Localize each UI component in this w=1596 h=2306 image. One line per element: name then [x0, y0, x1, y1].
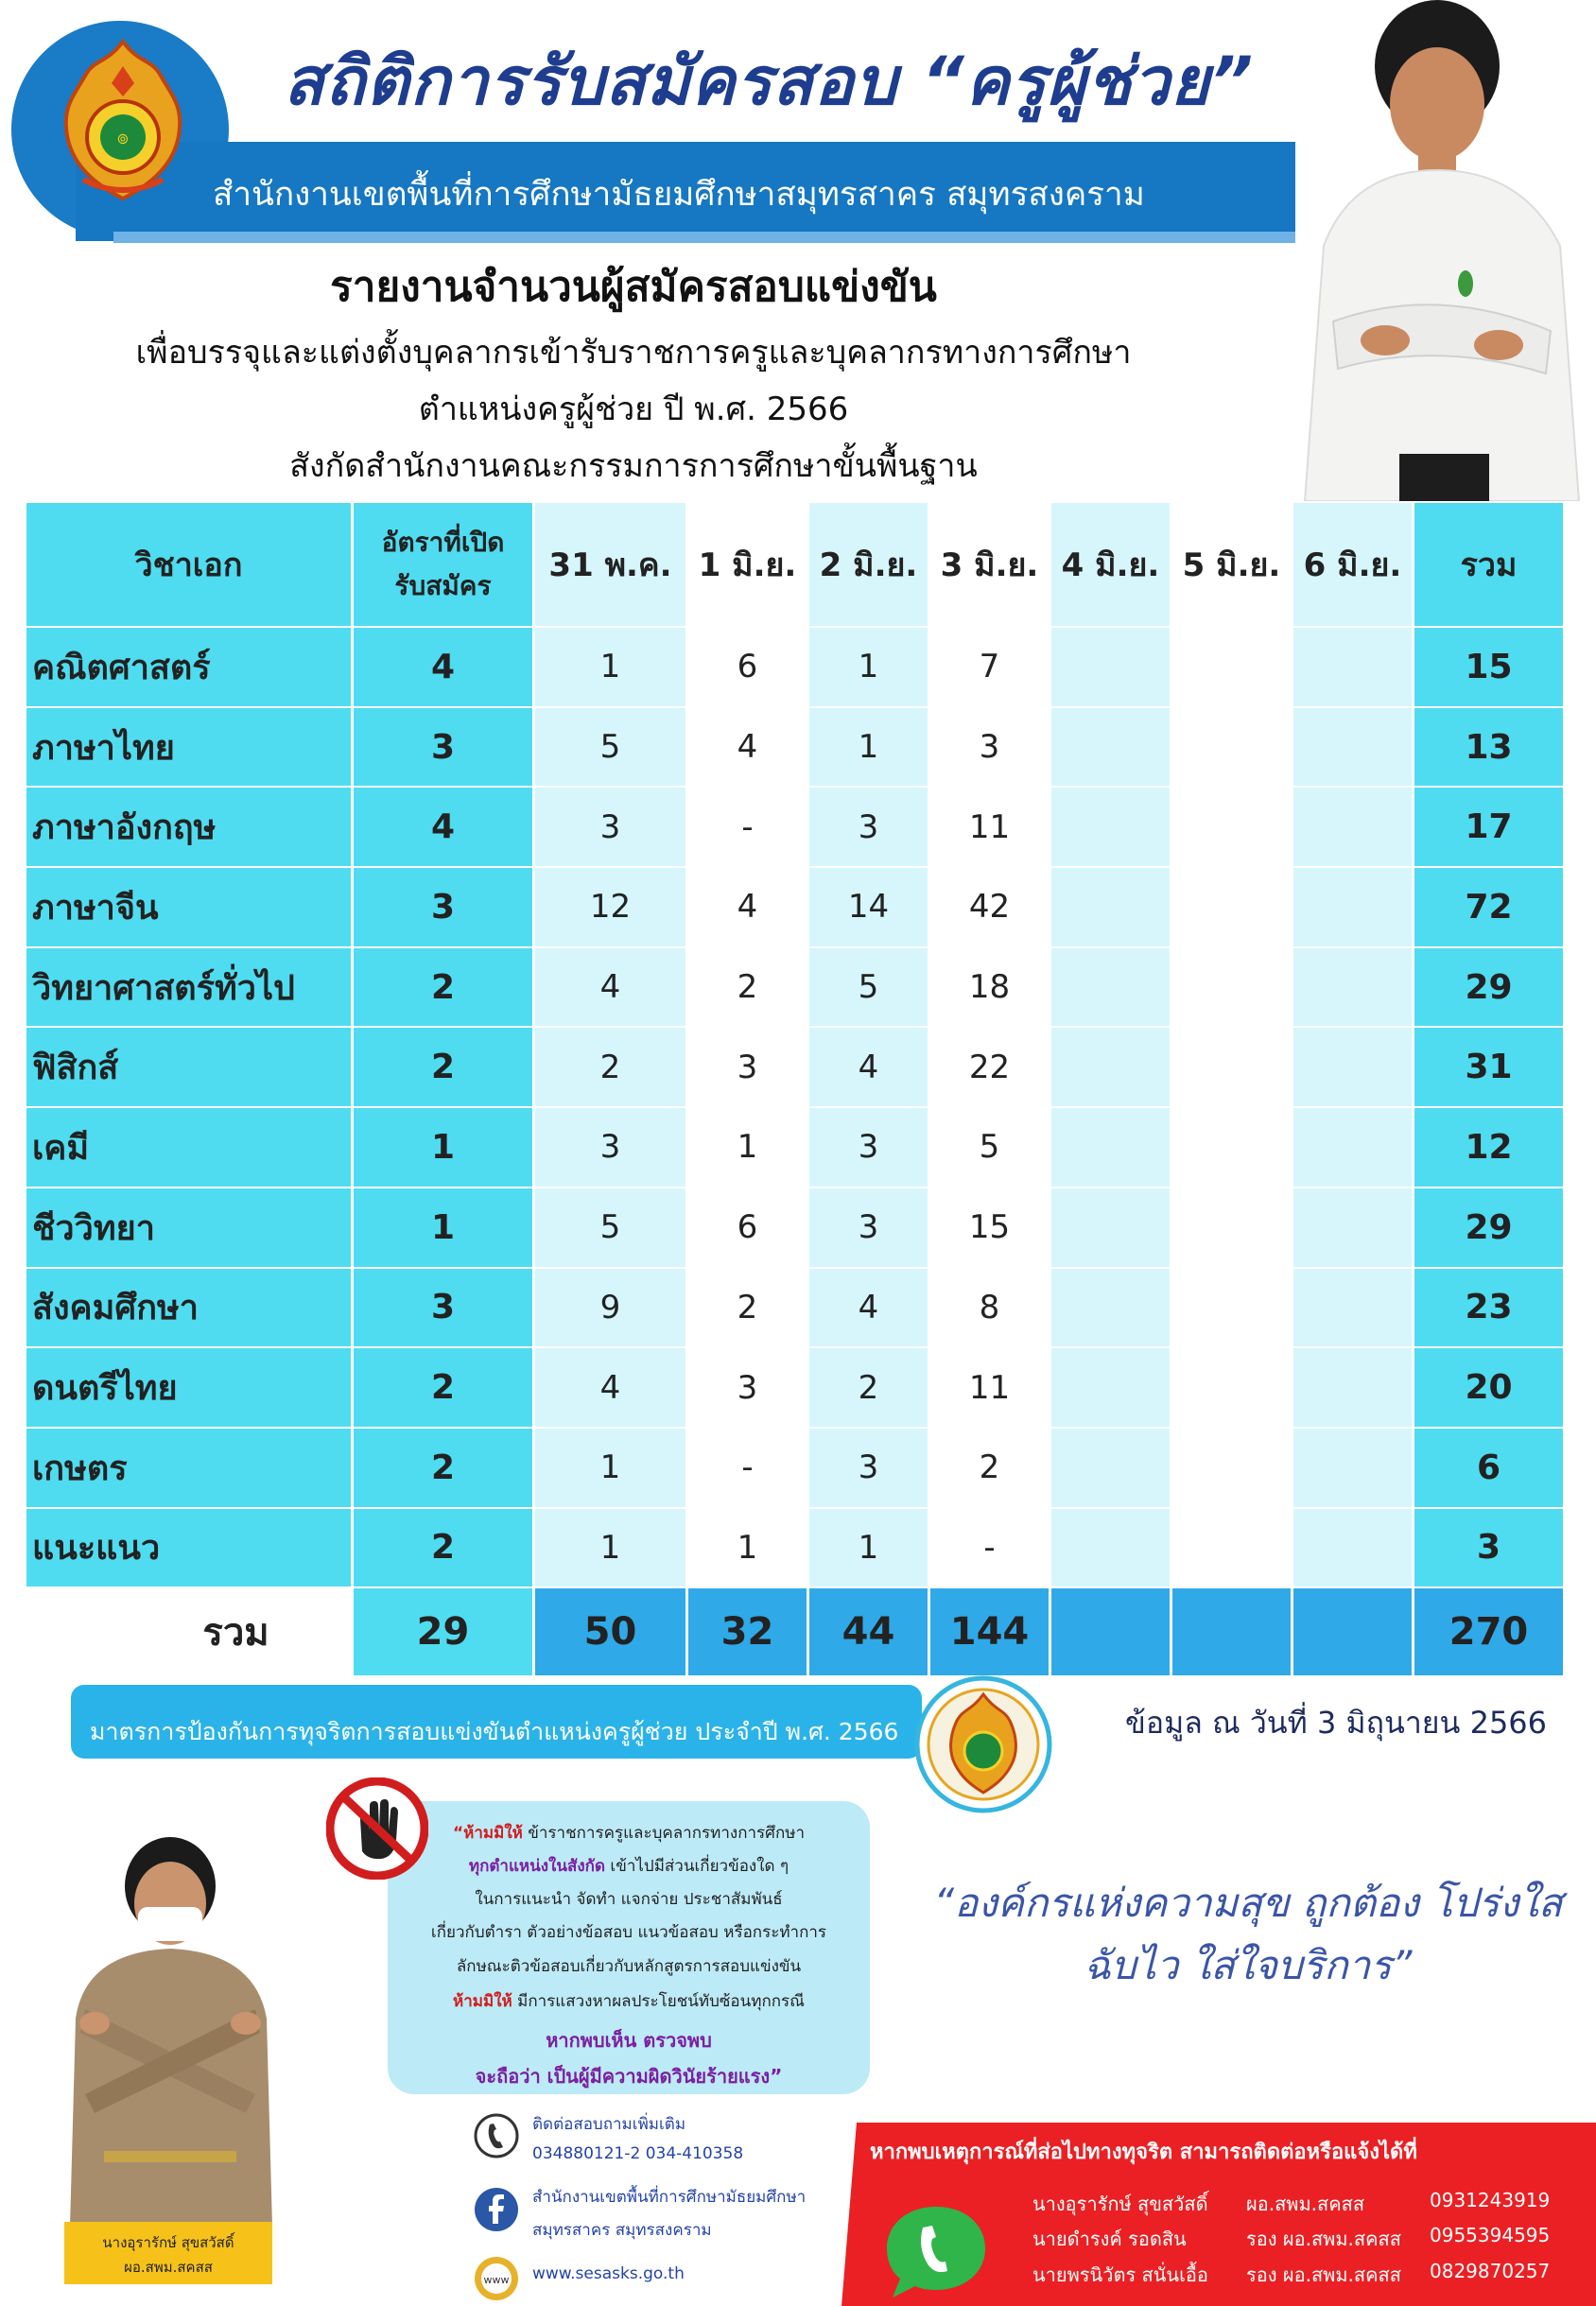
day-count-cell: 3 — [688, 1028, 809, 1108]
rate-cell: 1 — [354, 1108, 535, 1188]
warning-line-3: ในการแนะนำ จัดทำ แจกจ่าย ประชาสัมพันธ์ — [475, 1890, 783, 1909]
warning-line-7: จะถือว่า เป็นผู้มีความผิดวินัยร้ายแรง” — [475, 2065, 783, 2088]
report-subheading-2: ตำแหน่งครูผู้ช่วย ปี พ.ศ. 2566 — [418, 390, 849, 428]
director-name: นางอุรารักษ์ สุขสวัสดิ์ — [102, 2234, 234, 2251]
phone-icon — [473, 2112, 520, 2159]
footer-rate: 29 — [354, 1588, 535, 1675]
subject-cell: แนะแนว — [26, 1509, 354, 1589]
day-count-cell: 4 — [535, 1348, 688, 1429]
footer-day-total: 32 — [688, 1588, 809, 1675]
total-cell: 29 — [1414, 1188, 1566, 1269]
warning-line-5-text: มีการแสวงหาผลประโยชน์ทับซ้อนทุกกรณี — [512, 1992, 805, 2011]
day-count-cell: - — [930, 1509, 1051, 1589]
day-count-cell: 2 — [688, 1269, 809, 1349]
rate-cell: 3 — [354, 868, 535, 948]
total-cell: 72 — [1414, 868, 1566, 948]
subject-cell: เคมี — [26, 1108, 354, 1188]
table-row — [26, 788, 1581, 868]
day-count-cell: 4 — [688, 868, 809, 948]
day-count-cell: 2 — [930, 1429, 1051, 1509]
table-row — [26, 1429, 1581, 1509]
header-band-accent — [113, 232, 1418, 243]
day-count-cell: 1 — [688, 1509, 809, 1589]
contact-website[interactable]: www.sesasks.go.th — [532, 2264, 685, 2283]
col-header-day: 31 พ.ค. — [535, 503, 688, 628]
report-heading: รายงานจำนวนผู้สมัครสอบแข่งขัน — [330, 263, 937, 311]
day-count-cell: 5 — [930, 1108, 1051, 1188]
day-count-cell: 4 — [809, 1028, 930, 1108]
footer-day-total: 50 — [535, 1588, 688, 1675]
footer-day-total — [1293, 1588, 1414, 1675]
day-count-cell — [1051, 868, 1172, 948]
report-contact-position: ผอ.สพม.สคสส — [1246, 2193, 1365, 2215]
warning-line-2-text: เข้าไปมีส่วนเกี่ยวข้องใด ๆ — [605, 1857, 789, 1876]
day-count-cell — [1051, 1188, 1172, 1269]
day-count-cell: 1 — [809, 708, 930, 789]
total-cell: 12 — [1414, 1108, 1566, 1188]
day-count-cell — [1172, 708, 1293, 789]
subject-cell: เกษตร — [26, 1429, 354, 1509]
day-count-cell: 3 — [535, 788, 688, 868]
day-count-cell — [1172, 1509, 1293, 1589]
day-count-cell — [1051, 1509, 1172, 1589]
day-count-cell: 15 — [930, 1188, 1051, 1269]
day-count-cell: 3 — [688, 1348, 809, 1429]
col-header-day: 3 มิ.ย. — [930, 503, 1051, 628]
day-count-cell: 5 — [535, 1188, 688, 1269]
table-row — [26, 1108, 1581, 1188]
contact-facebook-line1[interactable]: สำนักงานเขตพื้นที่การศึกษามัธยมศึกษา — [532, 2188, 807, 2207]
day-count-cell — [1051, 1269, 1172, 1349]
footer-day-total — [1172, 1588, 1293, 1675]
day-count-cell — [1293, 708, 1414, 789]
day-count-cell: 9 — [535, 1269, 688, 1349]
warning-line-2-purple: ทุกตำแหน่งในสังกัด — [468, 1857, 605, 1876]
footer-day-total: 44 — [809, 1588, 930, 1675]
day-count-cell: - — [688, 1429, 809, 1509]
col-header-day: 5 มิ.ย. — [1172, 503, 1293, 628]
warning-line-4b: ลักษณะติวข้อสอบเกี่ยวกับหลักสูตรการสอบแข่งขัน — [456, 1957, 802, 1976]
day-count-cell: 1 — [688, 1108, 809, 1188]
day-count-cell — [1051, 1429, 1172, 1509]
warning-line-1 — [397, 1820, 860, 1846]
day-count-cell — [1172, 1028, 1293, 1108]
table-body — [26, 628, 1581, 1588]
col-header-rate-line2: รับสมัคร — [394, 570, 492, 601]
director-photo — [1295, 0, 1596, 501]
table-footer-row — [26, 1588, 1581, 1675]
contact-facebook-line2[interactable]: สมุทรสาคร สมุทรสงคราม — [532, 2221, 712, 2240]
day-count-cell: 2 — [535, 1028, 688, 1108]
report-subheading-1: เพื่อบรรจุและแต่งตั้งบุคลากรเข้ารับราชการครูและบุคลากรทางการศึกษา — [135, 334, 1132, 372]
day-count-cell — [1172, 628, 1293, 708]
day-count-cell: 6 — [688, 1188, 809, 1269]
data-date-note: ข้อมูล ณ วันที่ 3 มิถุนายน 2566 — [1125, 1705, 1548, 1741]
day-count-cell: 18 — [930, 948, 1051, 1029]
day-count-cell: 4 — [809, 1269, 930, 1349]
footer-grand-total: 270 — [1414, 1588, 1566, 1675]
day-count-cell — [1293, 1108, 1414, 1188]
day-count-cell: 3 — [535, 1108, 688, 1188]
table-row — [26, 1509, 1581, 1589]
day-count-cell: 5 — [535, 708, 688, 789]
warning-line-5-red: ห้ามมิให้ — [453, 1992, 512, 2011]
rate-cell: 3 — [354, 1269, 535, 1349]
day-count-cell — [1293, 948, 1414, 1029]
total-cell: 3 — [1414, 1509, 1566, 1589]
day-count-cell: 8 — [930, 1269, 1051, 1349]
website-globe-icon — [473, 2255, 520, 2302]
warning-line-1-red: “ห้ามมิให้ — [452, 1824, 523, 1843]
day-count-cell — [1172, 868, 1293, 948]
day-count-cell — [1051, 1108, 1172, 1188]
subject-cell: วิทยาศาสตร์ทั่วไป — [26, 948, 354, 1029]
rate-cell: 2 — [354, 1429, 535, 1509]
day-count-cell — [1051, 1348, 1172, 1429]
rate-cell: 2 — [354, 948, 535, 1029]
svg-text:๏: ๏ — [116, 126, 130, 148]
day-count-cell: 22 — [930, 1028, 1051, 1108]
day-count-cell — [1293, 868, 1414, 948]
report-subheading-3: สังกัดสำนักงานคณะกรรมการการศึกษาขั้นพื้นฐาน — [289, 447, 978, 485]
day-count-cell: 3 — [809, 1429, 930, 1509]
report-contact-name: นายดำรงค์ รอดสิน — [1032, 2228, 1187, 2250]
table-row — [26, 1348, 1581, 1429]
subject-cell: ดนตรีไทย — [26, 1348, 354, 1429]
col-header-rate — [354, 503, 535, 628]
subject-cell: คณิตศาสตร์ — [26, 628, 354, 708]
page-subtitle: สำนักงานเขตพื้นที่การศึกษามัธยมศึกษาสมุทรสาคร สมุทรสงคราม — [213, 176, 1145, 214]
report-contact-phone[interactable]: 0829870257 — [1430, 2260, 1551, 2282]
table-row — [26, 868, 1581, 948]
col-header-day: 2 มิ.ย. — [809, 503, 930, 628]
day-count-cell — [1293, 1348, 1414, 1429]
rate-cell: 1 — [354, 1188, 535, 1269]
day-count-cell — [1293, 1509, 1414, 1589]
day-count-cell — [1172, 1269, 1293, 1349]
total-cell: 17 — [1414, 788, 1566, 868]
subject-cell: ภาษาจีน — [26, 868, 354, 948]
rate-cell: 2 — [354, 1028, 535, 1108]
total-cell: 29 — [1414, 948, 1566, 1029]
table-row — [26, 1188, 1581, 1269]
col-header-subject: วิชาเอก — [26, 503, 354, 628]
day-count-cell — [1051, 948, 1172, 1029]
rate-cell: 4 — [354, 788, 535, 868]
report-contact-name: นายพรนิวัตร สนั่นเอื้อ — [1032, 2263, 1208, 2286]
report-contact-name: นางอุรารักษ์ สุขสวัสดิ์ — [1032, 2193, 1208, 2215]
table-row — [26, 1028, 1581, 1108]
subject-cell: ชีววิทยา — [26, 1188, 354, 1269]
obec-emblem-logo — [57, 38, 189, 203]
report-contact-position: รอง ผอ.สพม.สคสส — [1246, 2263, 1401, 2286]
day-count-cell: - — [688, 788, 809, 868]
report-contact-position: รอง ผอ.สพม.สคสส — [1246, 2228, 1401, 2250]
total-cell: 20 — [1414, 1348, 1566, 1429]
subject-cell: ภาษาอังกฤษ — [26, 788, 354, 868]
day-count-cell: 12 — [535, 868, 688, 948]
day-count-cell — [1172, 948, 1293, 1029]
subject-cell: สังคมศึกษา — [26, 1269, 354, 1349]
day-count-cell: 3 — [809, 1188, 930, 1269]
warning-line-6: หากพบเห็น ตรวจพบ — [546, 2029, 712, 2052]
day-count-cell — [1051, 788, 1172, 868]
day-count-cell: 1 — [535, 1509, 688, 1589]
footer-label: รวม — [26, 1588, 354, 1675]
table-row — [26, 708, 1581, 789]
table-row — [26, 1269, 1581, 1349]
day-count-cell: 4 — [688, 708, 809, 789]
motto-quote — [908, 1872, 1588, 1997]
day-count-cell: 1 — [535, 628, 688, 708]
contact-phone-numbers[interactable]: 034880121-2 034-410358 — [532, 2144, 744, 2163]
table-row — [26, 628, 1581, 708]
day-count-cell: 6 — [688, 628, 809, 708]
day-count-cell — [1172, 788, 1293, 868]
report-contact-phone[interactable]: 0955394595 — [1430, 2224, 1551, 2246]
col-header-day: 1 มิ.ย. — [688, 503, 809, 628]
day-count-cell: 14 — [809, 868, 930, 948]
director-uniform-photo — [57, 1829, 284, 2227]
day-count-cell: 11 — [930, 788, 1051, 868]
motto-line-2: ฉับไว ใส่ใจบริการ” — [1084, 1942, 1413, 1988]
contact-phone-label: ติดต่อสอบถามเพิ่มเติม — [532, 2115, 686, 2134]
total-cell: 6 — [1414, 1429, 1566, 1509]
page-title: สถิติการรับสมัครสอบ “ครูผู้ช่วย” — [284, 43, 1255, 120]
day-count-cell: 4 — [535, 948, 688, 1029]
svg-text:www: www — [483, 2274, 510, 2286]
applicant-table — [26, 503, 1581, 1675]
rate-cell: 2 — [354, 1348, 535, 1429]
measure-banner-text: มาตรการป้องกันการทุจริตการสอบแข่งขันตำแหน่งครูผู้ช่วย ประจำปี พ.ศ. 2566 — [90, 1718, 899, 1745]
subject-cell: ฟิสิกส์ — [26, 1028, 354, 1108]
day-count-cell: 5 — [809, 948, 930, 1029]
day-count-cell — [1172, 1429, 1293, 1509]
footer-day-total — [1051, 1588, 1172, 1675]
total-cell: 13 — [1414, 708, 1566, 789]
rate-cell: 2 — [354, 1509, 535, 1589]
col-header-rate-line1: อัตราที่เปิด — [381, 527, 505, 558]
day-count-cell — [1293, 628, 1414, 708]
day-count-cell: 1 — [809, 628, 930, 708]
warning-line-4: เกี่ยวกับตำรา ตัวอย่างข้อสอบ แนวข้อสอบ หรือกระทำการ — [430, 1923, 827, 1942]
warning-line-5 — [397, 1988, 860, 2014]
phone-call-icon — [879, 2199, 993, 2303]
warning-line-2 — [397, 1853, 860, 1879]
day-count-cell: 42 — [930, 868, 1051, 948]
total-cell: 31 — [1414, 1028, 1566, 1108]
day-count-cell: 2 — [688, 948, 809, 1029]
day-count-cell — [1172, 1108, 1293, 1188]
director-position: ผอ.สพม.สคสส — [124, 2259, 213, 2276]
day-count-cell: 7 — [930, 628, 1051, 708]
day-count-cell: 11 — [930, 1348, 1051, 1429]
col-header-total: รวม — [1414, 503, 1566, 628]
warning-line-1-text: ข้าราชการครูและบุคลากรทางการศึกษา — [522, 1824, 806, 1843]
day-count-cell: 3 — [809, 1108, 930, 1188]
report-contact-title: หากพบเหตุการณ์ที่ส่อไปทางทุจริต สามารถติดต่อหรือแจ้งได้ที่ — [870, 2141, 1417, 2164]
facebook-icon — [473, 2186, 520, 2233]
day-count-cell: 3 — [930, 708, 1051, 789]
table-row — [26, 948, 1581, 1029]
day-count-cell — [1293, 1429, 1414, 1509]
day-count-cell — [1293, 1028, 1414, 1108]
day-count-cell — [1172, 1188, 1293, 1269]
day-count-cell: 1 — [809, 1509, 930, 1589]
table-header-row — [26, 503, 1581, 628]
day-count-cell: 3 — [809, 788, 930, 868]
day-count-cell — [1293, 788, 1414, 868]
footer-day-total: 144 — [930, 1588, 1051, 1675]
subject-cell: ภาษาไทย — [26, 708, 354, 789]
day-count-cell: 1 — [535, 1429, 688, 1509]
day-count-cell — [1051, 708, 1172, 789]
motto-line-1: “องค์กรแห่งความสุข ถูกต้อง โปร่งใส — [933, 1880, 1563, 1926]
day-count-cell: 2 — [809, 1348, 930, 1429]
day-count-cell — [1293, 1269, 1414, 1349]
col-header-day: 6 มิ.ย. — [1293, 503, 1414, 628]
office-seal-logo — [912, 1673, 1054, 1815]
rate-cell: 4 — [354, 628, 535, 708]
total-cell: 15 — [1414, 628, 1566, 708]
rate-cell: 3 — [354, 708, 535, 789]
day-count-cell — [1051, 628, 1172, 708]
day-count-cell — [1051, 1028, 1172, 1108]
total-cell: 23 — [1414, 1269, 1566, 1349]
col-header-day: 4 มิ.ย. — [1051, 503, 1172, 628]
day-count-cell — [1293, 1188, 1414, 1269]
report-contact-phone[interactable]: 0931243919 — [1430, 2189, 1551, 2211]
day-count-cell — [1172, 1348, 1293, 1429]
